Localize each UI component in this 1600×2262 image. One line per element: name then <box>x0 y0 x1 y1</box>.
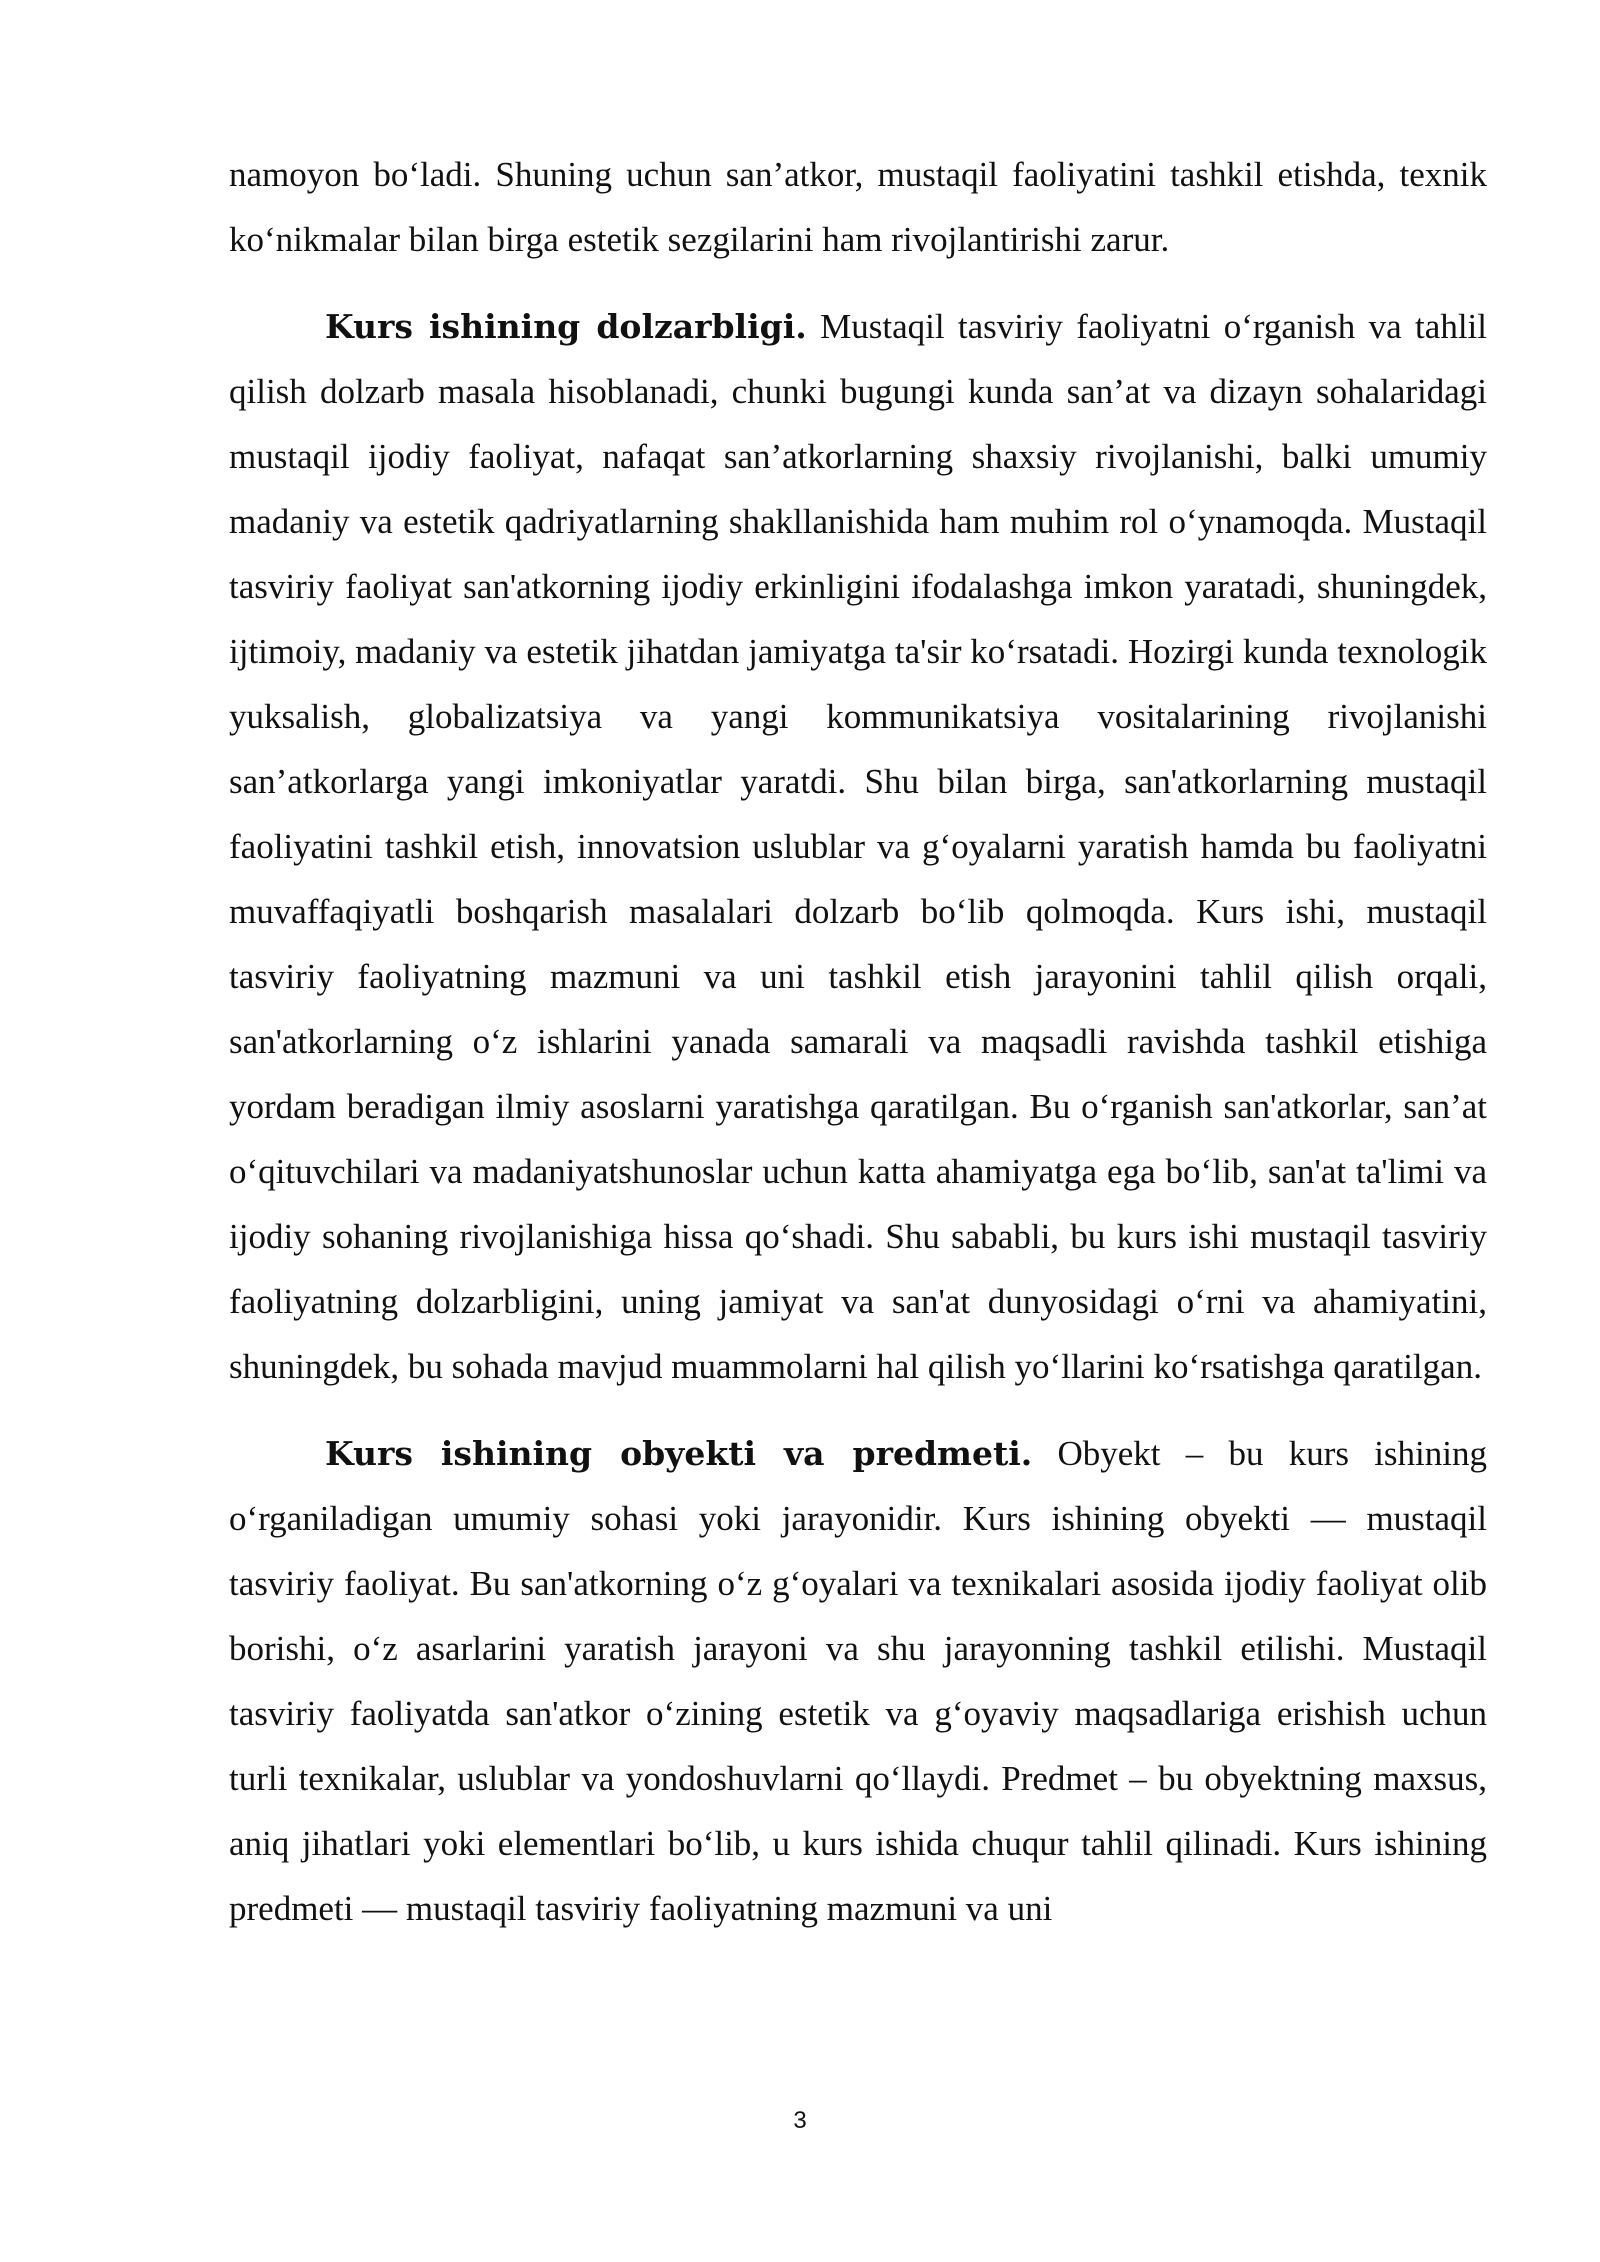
paragraph-object-subject <box>229 1421 1487 1941</box>
page-body <box>229 142 1487 1941</box>
paragraph-text: Mustaqil tasviriy faoliyatni o‘rganish va tahlil qilish dolzarb masala hisoblanadi, chunki bugungi kunda san’at va dizayn sohalaridagi mustaqil ijodiy faoliyat, nafaqat san’atkorlarning shaxsiy rivojlanishi, balki umumiy madaniy va estetik qadriyatlarning shakllanishida ham muhim rol o‘ynamoqda. Mustaqil tasviriy faoliyat san'atkorning ijodiy erkinligini ifodalashga imkon yaratadi, shuningdek, ijtimoiy, madaniy va estetik jihatdan jamiyatga ta'sir ko‘rsatadi. Hozirgi kunda texnologik yuksalish, globalizatsiya va yangi kommunikatsiya vositalarining rivojlanishi san’atkorlarga yangi imkoniyatlar yaratdi. Shu bilan birga, san'atkorlarning mustaqil faoliyatini tashkil etish, innovatsion uslublar va g‘oyalarni yaratish hamda bu faoliyatni muvaffaqiyatli boshqarish masalalari dolzarb bo‘lib qolmoqda. Kurs ishi, mustaqil tasviriy faoliyatning mazmuni va uni tashkil etish jarayonini tahlil qilish orqali, san'atkorlarning o‘z ishlarini yanada samarali va maqsadli ravishda tashkil etishiga yordam beradigan ilmiy asoslarni yaratishga qaratilgan. Bu o‘rganish san'atkorlar, san’at o‘qituvchilari va madaniyatshunoslar uchun katta ahamiyatga ega bo‘lib, san'at ta'limi va ijodiy sohaning rivojlanishiga hissa qo‘shadi. Shu sababli, bu kurs ishi mustaqil tasviriy faoliyatning dolzarbligini, uning jamiyat va san'at dunyosidagi o‘rni va ahamiyatini, shuningdek, bu sohada mavjud muammolarni hal qilish yo‘llarini ko‘rsatishga qaratilgan. <box>229 307 1487 1386</box>
page-number: 3 <box>793 2107 807 2134</box>
paragraph-text: namoyon bo‘ladi. Shuning uchun san’atkor, mustaqil faoliyatini tashkil etishda, texnik ko‘nikmalar bilan birga estetik sezgilarini ham rivojlantirishi zarur. <box>229 155 1487 259</box>
section-heading-relevance: Kurs ishining dolzarbligi. <box>325 307 807 346</box>
paragraph-continuation <box>229 142 1487 272</box>
section-heading-object-subject: Kurs ishining obyekti va predmeti. <box>325 1434 1033 1473</box>
paragraph-relevance <box>229 294 1487 1399</box>
paragraph-text: Obyekt – bu kurs ishining o‘rganiladigan umumiy sohasi yoki jarayonidir. Kurs ishining obyekti — mustaqil tasviriy faoliyat. Bu san'atkorning o‘z g‘oyalari va texnikalari asosida ijodiy faoliyat olib borishi, o‘z asarlarini yaratish jarayoni va shu jarayonning tashkil etilishi. Mustaqil tasviriy faoliyatda san'atkor o‘zining estetik va g‘oyaviy maqsadlariga erishish uchun turli texnikalar, uslublar va yondoshuvlarni qo‘llaydi. Predmet – bu obyektning maxsus, aniq jihatlari yoki elementlari bo‘lib, u kurs ishida chuqur tahlil qilinadi. Kurs ishining predmeti — mustaqil tasviriy faoliyatning mazmuni va uni <box>229 1434 1487 1928</box>
